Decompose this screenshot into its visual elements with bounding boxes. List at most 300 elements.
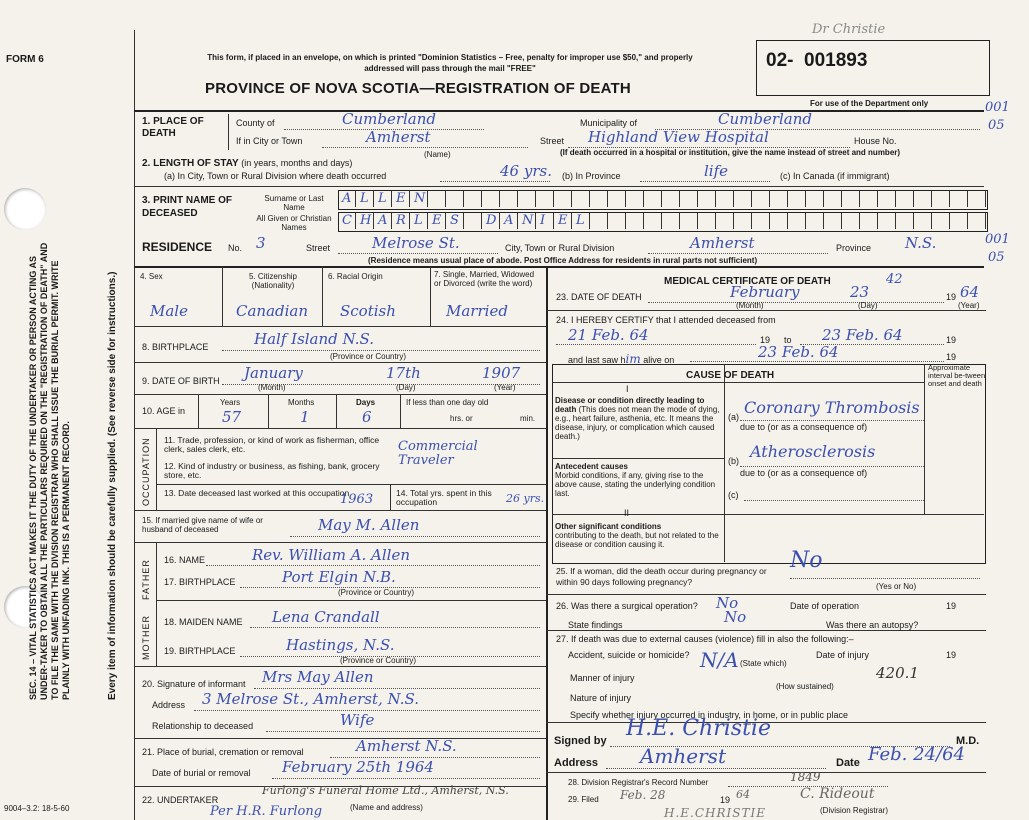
given-cell (896, 213, 914, 229)
cause-b: Atherosclerosis (750, 442, 876, 461)
given-letter: H (360, 213, 372, 228)
father-bp-label: 17. BIRTHPLACE (164, 577, 236, 587)
filed-year: 64 (736, 788, 750, 801)
nature-label: Nature of injury (570, 693, 632, 703)
undertaker-sig: Per H.R. Furlong (210, 804, 323, 819)
residence-city: Amherst (690, 234, 755, 252)
rule-9 (134, 542, 546, 543)
signed-label: Signed by (554, 735, 607, 747)
given-cell (770, 213, 788, 229)
given-cell (626, 213, 644, 229)
mother-bp: Hastings, N.S. (286, 636, 395, 654)
surname-cell (968, 191, 986, 207)
given-cell (716, 213, 734, 229)
autopsy-label: Was there an autopsy? (826, 620, 919, 630)
surname-cell (824, 191, 842, 207)
other-label (555, 522, 723, 549)
residence-no-label: No. (228, 243, 243, 253)
antecedent-label-text: Antecedent causes (555, 462, 628, 471)
cause-b-label: (b) (728, 456, 739, 466)
side-text-2: WRITE PLAINLY WITH UNFADING INK. THIS IS A PERMANENT RECORD. (50, 260, 71, 700)
middle-divider (546, 266, 548, 820)
age-div-4 (400, 394, 401, 428)
mother-bp-label: 19. BIRTHPLACE (164, 646, 236, 656)
house-label: House No. (854, 136, 897, 146)
state-which-sub: (State which) (740, 659, 787, 668)
specify-label: Specify whether injury occurred in industry, in home, or in public place (570, 710, 848, 720)
residence-label: RESIDENCE (142, 240, 213, 254)
birthplace-line (222, 350, 540, 351)
given-cell (752, 213, 770, 229)
form-number: FORM 6 (6, 54, 44, 65)
rule-8 (134, 510, 546, 511)
stay-b-value: life (704, 162, 729, 180)
municipality-value: Cumberland (718, 110, 813, 128)
filed-nineteen: 19 (720, 795, 731, 805)
surname-letter: L (378, 191, 387, 206)
age-div-1 (198, 394, 199, 428)
given-cell (734, 213, 752, 229)
stay-a-line (440, 181, 550, 182)
code-value: 420.1 (876, 664, 919, 682)
given-label: All Given or Christian Names (256, 214, 332, 232)
given-cell (950, 213, 968, 229)
age-days-label: Days (356, 398, 376, 407)
residence-no: 3 (256, 234, 266, 252)
margin-code-5: 42 (886, 272, 903, 287)
age-less-label: If less than one day old (406, 398, 489, 407)
last-saw-label-text: and last saw h (568, 355, 626, 365)
undertaker-sub: (Name and address) (350, 803, 423, 812)
yes-no-sub: (Yes or No) (876, 582, 917, 591)
city-line (322, 147, 528, 148)
surname-cell (626, 191, 644, 207)
q25-label: 25. If a woman, did the death occur during pregnancy or within 90 days following pregnancy? (556, 566, 767, 587)
q25-line (790, 578, 980, 579)
age-hrs-label: hrs. or (450, 414, 473, 423)
surname-cell (590, 191, 608, 207)
q23-label: 23. DATE OF DEATH (556, 292, 642, 302)
informant-sig: Mrs May Allen (262, 668, 374, 686)
margin-code-4: 05 (988, 250, 1005, 265)
rule-6 (134, 394, 546, 395)
stay-c-label: (c) In Canada (if immigrant) (780, 171, 890, 181)
dob-day-sub: (Day) (396, 383, 416, 392)
disease-label-text: Disease or condition directly leading to death (555, 396, 705, 414)
given-letter: E (558, 213, 568, 228)
name-label: 3. PRINT NAME OF DECEASED (142, 195, 233, 219)
death-day-sub: (Day) (858, 301, 878, 310)
date-label: Date (836, 757, 860, 769)
occupation-side: OCCUPATION (141, 437, 151, 506)
given-letter: A (378, 213, 388, 228)
nineteen-1: 19 (760, 335, 771, 345)
surname-cell (950, 191, 968, 207)
surname-cell (572, 191, 590, 207)
last-saw-him: im (625, 352, 641, 366)
surname-cell (860, 191, 878, 207)
q29-label: 29. Filed (568, 795, 599, 804)
side-instruction-sec14 (28, 230, 72, 700)
stay-label-text: 2. LENGTH OF STAY (142, 158, 239, 169)
rule-3 (134, 266, 984, 268)
rule-r2 (546, 594, 986, 595)
surname-cell (932, 191, 950, 207)
residence-street-label: Street (306, 243, 331, 253)
left-border (134, 30, 135, 820)
residence-city-label: City, Town or Rural Division (505, 243, 615, 253)
surname-cell (464, 191, 482, 207)
age-years: 57 (222, 408, 242, 426)
rule-father (156, 600, 546, 601)
surname-cell (770, 191, 788, 207)
informant-addr-label: Address (152, 700, 186, 710)
given-letter: E (432, 213, 442, 228)
cause-divider-1 (724, 364, 725, 562)
surname-label: Surname or Last Name (264, 194, 324, 212)
residence-province: N.S. (905, 234, 937, 252)
given-letter: S (450, 213, 459, 228)
given-letter: A (504, 213, 514, 228)
marital-label: 7. Single, Married, Widowed or Divorced (write the word) (434, 270, 535, 288)
form-title: PROVINCE OF NOVA SCOTIA—REGISTRATION OF DEATH (205, 80, 631, 97)
margin-code-1: 001 (985, 100, 1010, 115)
cause-a: Coronary Thrombosis (744, 398, 920, 417)
last-saw-date: 23 Feb. 64 (758, 343, 839, 361)
rule-2 (134, 186, 984, 187)
given-cell (464, 213, 482, 229)
street-label: Street (540, 136, 565, 146)
surname-cell (914, 191, 932, 207)
surname-letter: E (396, 191, 406, 206)
surname-cell (518, 191, 536, 207)
age-years-label: Years (220, 398, 241, 407)
occ-divider-14 (390, 484, 391, 510)
burial-date-label: Date of burial or removal (152, 768, 251, 778)
given-cell (644, 213, 662, 229)
q28-label: 28. Division Registrar's Record Number (568, 778, 709, 787)
age-min-label: min. (520, 414, 536, 423)
surname-cell (662, 191, 680, 207)
q14-label: 14. Total yrs. spent in this occupation (396, 488, 492, 507)
cause-rule-mid (552, 458, 724, 459)
county-label: County of (236, 118, 275, 128)
address-label: Address (554, 757, 599, 769)
burial-place-label: 21. Place of burial, cremation or removal (142, 747, 304, 757)
envelope-note: This form, if placed in an envelope, on which is printed "Dominion Statistics – Free, penalty for improper use $50," and properly addressed will pass through the mail "FREE" (207, 53, 693, 73)
surname-cell (482, 191, 500, 207)
spouse-line (290, 536, 540, 537)
burial-date: February 25th 1964 (282, 758, 434, 776)
disease-note: (This does not mean the mode of dying, e.g., heart failure, asthenia, etc. It means the disease, injury, or complication which caused death.) (555, 405, 720, 441)
injury-date-label: Date of injury (816, 650, 870, 660)
surname-cell (752, 191, 770, 207)
place-bracket (228, 114, 229, 150)
given-cell (968, 213, 986, 229)
residence-province-label: Province (836, 243, 872, 253)
informant-sig-line (254, 688, 540, 689)
last-saw-line (690, 361, 944, 362)
informant-rel: Wife (340, 711, 375, 729)
given-cell (932, 213, 950, 229)
given-cell (842, 213, 860, 229)
q26-label: 26. Was there a surgical operation? (556, 601, 698, 611)
surname-cell (896, 191, 914, 207)
city-label: If in City or Town (236, 136, 303, 146)
given-letter: C (342, 213, 352, 228)
informant-addr: 3 Melrose St., Amherst, N.S. (202, 690, 419, 708)
col-divider-3 (430, 266, 431, 326)
father-name: Rev. William A. Allen (252, 546, 411, 564)
other-note: contributing to the death, but not related to the disease or condition causing it. (555, 531, 719, 549)
q28-value: 1849 (790, 770, 821, 784)
q24-label: 24. I HEREBY CERTIFY that I attended deceased from (556, 315, 776, 325)
father-divider (156, 542, 157, 666)
death-year-prefix: 19 (946, 292, 957, 302)
surname-cell (734, 191, 752, 207)
birthplace-label: 8. BIRTHPLACE (142, 342, 209, 352)
q26-value: No (716, 594, 739, 612)
residence-note: (Residence means usual place of abode. Post Office Address for residents in rural parts not sufficient) (368, 256, 758, 265)
stay-a-label: (a) In City, Town or Rural Division where death occurred (164, 171, 387, 181)
address-value: Amherst (640, 744, 726, 768)
given-cell (788, 213, 806, 229)
manner-label: Manner of injury (570, 673, 635, 683)
surname-letter: A (342, 191, 352, 206)
sex-value: Male (150, 302, 188, 320)
surname-cell (536, 191, 554, 207)
col-divider-1 (222, 266, 223, 326)
q27-label: 27. If death was due to external causes (violence) fill in also the following:– (556, 634, 854, 644)
street-value: Highland View Hospital (588, 128, 769, 146)
city-value: Amherst (366, 128, 431, 146)
disease-label (555, 396, 723, 441)
rule-occ-1 (156, 484, 546, 485)
state-findings-label: State findings (568, 620, 623, 630)
given-letter: L (576, 213, 585, 228)
surname-cell (842, 191, 860, 207)
findings-value: No (724, 608, 747, 626)
nineteen-4: 19 (946, 601, 957, 611)
attended-from: 21 Feb. 64 (568, 326, 649, 344)
due-to-2: due to (or as a consequence of) (740, 468, 868, 478)
accident-label: Accident, suicide or homicide? (568, 650, 690, 660)
place-label-text: 1. PLACE OF DEATH (142, 116, 204, 139)
surname-letter: N (414, 191, 426, 206)
rule-r3 (546, 630, 986, 631)
undertaker-value: Furlong's Funeral Home Ltd., Amherst, N.S. (262, 784, 509, 797)
given-cell (860, 213, 878, 229)
residence-street-line (338, 253, 498, 254)
stay-b-label: (b) In Province (562, 171, 621, 181)
rule-r5 (546, 772, 986, 773)
q11-value: Commercial Traveler (398, 439, 478, 468)
place-label (142, 116, 204, 140)
registration-number: 02- 001893 (766, 50, 868, 71)
antecedent-label (555, 462, 723, 498)
county-value: Cumberland (342, 110, 437, 128)
rule-11 (134, 738, 546, 739)
dob-year-sub: (Year) (494, 383, 516, 392)
signed-value: H.E. Christie (626, 716, 771, 741)
father-side: FATHER (141, 559, 151, 600)
given-cell (914, 213, 932, 229)
medical-heading: MEDICAL CERTIFICATE OF DEATH (664, 276, 831, 287)
mother-maiden-line (250, 627, 540, 628)
punch-hole-top (4, 188, 46, 230)
age-months: 1 (300, 408, 310, 426)
death-month-sub: (Month) (736, 301, 764, 310)
address-line (606, 768, 826, 769)
q25-value: No (790, 548, 823, 573)
cause-divider-2 (924, 364, 925, 514)
how-sustained-sub: (How sustained) (776, 682, 834, 691)
cause-b-line (740, 466, 924, 467)
death-day: 23 (850, 283, 870, 301)
sex-label: 4. Sex (140, 272, 163, 281)
cause-rule-top (552, 382, 924, 383)
given-cell (680, 213, 698, 229)
racial-value: Scotish (340, 302, 396, 320)
registrar-sig: C. Rideout (800, 786, 875, 802)
spouse-label: 15. If married give name of wife or husband of deceased (142, 516, 263, 534)
occupation-divider (156, 428, 157, 510)
surname-cell (500, 191, 518, 207)
city-name-sub: (Name) (424, 150, 451, 159)
op-date-label: Date of operation (790, 601, 860, 611)
surname-cell (446, 191, 464, 207)
age-div-2 (268, 394, 269, 428)
filed-value: Feb. 28 (620, 788, 666, 802)
q13-value: 1963 (340, 492, 374, 507)
surname-cell (680, 191, 698, 207)
cause-c-line (744, 500, 924, 501)
alive-on-text: alive on (643, 355, 675, 365)
rule-5 (134, 362, 546, 363)
informant-rel-line (266, 731, 540, 732)
roman-two: II (624, 508, 630, 518)
given-letter: I (540, 213, 546, 228)
side-text-1: SEC. 14 – VITAL STATISTICS ACT MAKES IT THE DUTY OF THE UNDERTAKER OR PERSON ACTING AS UNDER-TAKER TO OBTAIN ALL THE PARTICULARS REQUIRED ON THE "REGISTRATION OF DEATH" AND TO FILE THE SAME WITH THE DIVISION REGISTRAR WHO SHALL ISSUE THE BURIAL PERMIT. (28, 242, 60, 700)
rule-1 (134, 110, 984, 112)
house-note: (If death occurred in a hospital or institution, give the name instead of street and number) (560, 148, 901, 157)
q12-label: 12. Kind of industry or business, as fishing, bank, grocery store, etc. (164, 461, 380, 480)
cause-a-label: (a) (728, 412, 739, 422)
stay-b-line (640, 181, 770, 182)
given-cell (590, 213, 608, 229)
father-name-label: 16. NAME (164, 555, 206, 565)
department-use: For use of the Department only (810, 99, 929, 108)
mother-side: MOTHER (141, 615, 151, 660)
other-label-text: Other significant conditions (555, 522, 662, 531)
age-months-label: Months (288, 398, 315, 407)
given-letter: N (522, 213, 534, 228)
q14-value: 26 yrs. (506, 492, 545, 505)
given-cell (878, 213, 896, 229)
death-date-line (648, 302, 944, 303)
attended-from-line (556, 344, 756, 345)
surname-cell (554, 191, 572, 207)
given-letter: L (414, 213, 423, 228)
father-bp: Port Elgin N.B. (282, 568, 396, 586)
bottom-name: H.E.CHRISTIE (664, 806, 766, 820)
birthplace-sub: (Province or Country) (330, 352, 407, 361)
roman-one: I (626, 384, 629, 394)
surname-cell (806, 191, 824, 207)
form-code: 9004–3.2: 18-5-60 (4, 804, 70, 813)
q13-label: 13. Date deceased last worked at this occupation (164, 488, 350, 498)
death-year-sub: (Year) (958, 301, 980, 310)
given-cell (662, 213, 680, 229)
citizenship-label: 5. Citizenship (Nationality) (248, 272, 298, 290)
registrar-sub: (Division Registrar) (820, 806, 889, 815)
md-label: M.D. (956, 735, 980, 747)
mother-maiden-label: 18. MAIDEN NAME (164, 617, 243, 627)
rule-4 (134, 326, 546, 327)
nineteen-5: 19 (946, 650, 957, 660)
dob-day: 17th (386, 364, 421, 382)
mother-maiden: Lena Crandall (272, 608, 380, 626)
nineteen-2: 19 (946, 335, 957, 345)
surname-cell (878, 191, 896, 207)
age-label: 10. AGE in (142, 406, 186, 416)
col-divider-2 (322, 266, 323, 326)
given-cell (806, 213, 824, 229)
top-right-note: Dr Christie (812, 22, 886, 37)
due-to-1: due to (or as a consequence of) (740, 422, 868, 432)
dob-month: January (244, 364, 303, 382)
given-cell (608, 213, 626, 229)
side-instruction-every-item: Every item of information should be carefully supplied. (See reverse side for instructions.) (107, 271, 118, 700)
surname-cell (788, 191, 806, 207)
age-div-3 (336, 394, 337, 428)
dob-year: 1907 (482, 364, 521, 382)
cause-c-label: (c) (728, 490, 739, 500)
margin-code-3: 001 (985, 232, 1010, 247)
cause-heading: CAUSE OF DEATH (686, 370, 775, 381)
surname-cell (698, 191, 716, 207)
dob-month-sub: (Month) (258, 383, 286, 392)
cause-rule-bottom (552, 514, 984, 515)
given-cell (824, 213, 842, 229)
age-days: 6 (362, 408, 372, 426)
stay-a-value: 46 yrs. (500, 162, 552, 180)
burial-place: Amherst N.S. (356, 737, 457, 755)
given-letter: R (396, 213, 406, 228)
marital-value: Married (446, 302, 508, 320)
to-label: to (784, 335, 792, 345)
stay-sub: (in years, months and days) (241, 158, 353, 168)
q27-value: N/A (700, 648, 739, 672)
cause-a-line (740, 420, 924, 421)
burial-date-line (272, 778, 540, 779)
informant-sig-label: 20. Signature of informant (142, 679, 246, 689)
surname-letter: L (360, 191, 369, 206)
given-cell (698, 213, 716, 229)
surname-cell (608, 191, 626, 207)
date-value: Feb. 24/64 (868, 744, 965, 765)
antecedent-note: Morbid conditions, if any, giving rise to the above cause, stating the underlying condition last. (555, 471, 716, 498)
surname-cell (428, 191, 446, 207)
informant-rel-label: Relationship to deceased (152, 721, 254, 731)
spouse-value: May M. Allen (318, 516, 420, 534)
margin-code-2: 05 (988, 118, 1005, 133)
father-name-line (206, 565, 540, 566)
residence-street: Melrose St. (372, 234, 460, 252)
residence-city-line (648, 253, 828, 254)
rule-7 (134, 428, 546, 429)
death-year: 64 (960, 283, 980, 301)
